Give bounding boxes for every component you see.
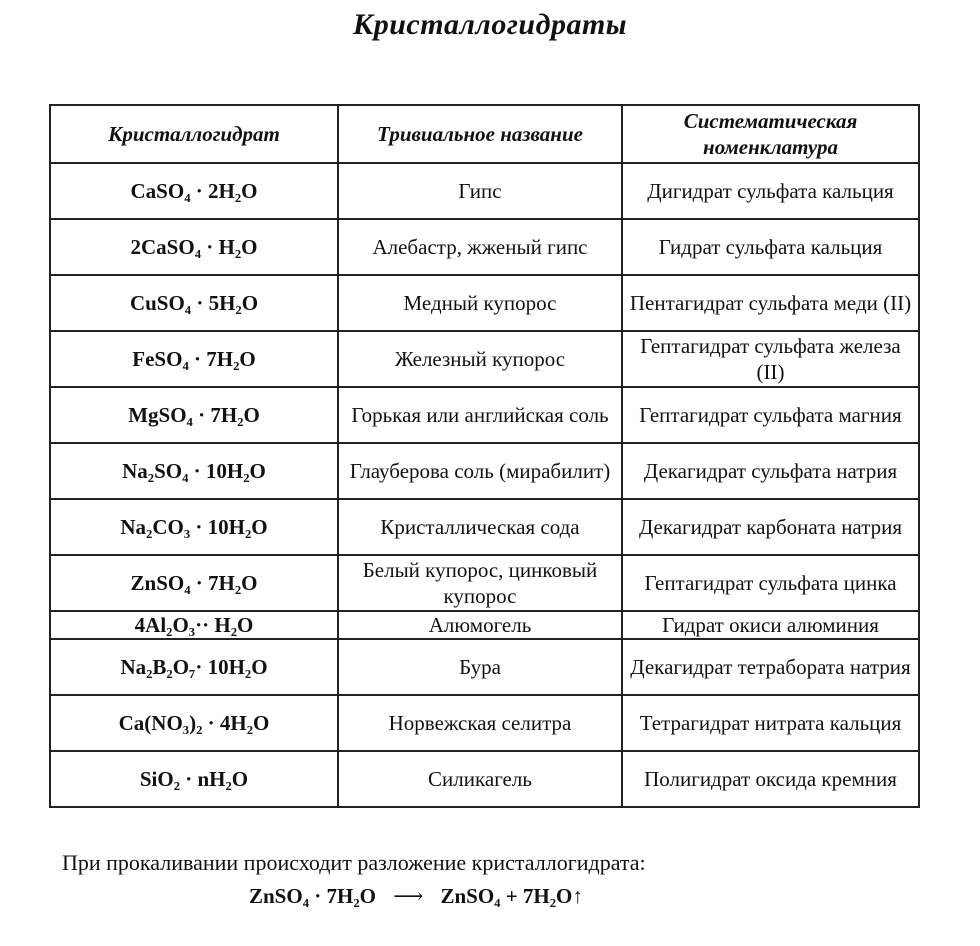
formula-cell: Na₂SO₄ · 10H₂O bbox=[50, 443, 338, 499]
table-row bbox=[50, 387, 919, 443]
header-trivial-name: Тривиальное название bbox=[338, 105, 622, 163]
page-title: Кристаллогидраты bbox=[352, 8, 628, 41]
trivial-name-cell: Алюмогель bbox=[338, 611, 622, 639]
trivial-name-cell: Кристаллическая сода bbox=[338, 499, 622, 555]
table-row bbox=[50, 751, 919, 807]
formula-cell: CuSO₄ · 5H₂O bbox=[50, 275, 338, 331]
formula-cell: Na₂B₂O₇· 10H₂O bbox=[50, 639, 338, 695]
table-row bbox=[50, 639, 919, 695]
systematic-name-cell: Гидрат сульфата кальция bbox=[622, 219, 919, 275]
formula-cell: SiO₂ · nH₂O bbox=[50, 751, 338, 807]
table-row bbox=[50, 443, 919, 499]
decomposition-equation bbox=[249, 884, 583, 909]
header-systematic-name: Систематическая номенклатура bbox=[622, 105, 919, 163]
formula-cell: CaSO₄ · 2H₂O bbox=[50, 163, 338, 219]
systematic-name-cell: Дигидрат сульфата кальция bbox=[622, 163, 919, 219]
trivial-name-cell: Глауберова соль (мирабилит) bbox=[338, 443, 622, 499]
trivial-name-cell: Железный купорос bbox=[338, 331, 622, 387]
equation-reactant: ZnSO₄ · 7H₂O bbox=[249, 884, 376, 908]
trivial-name-cell: Бура bbox=[338, 639, 622, 695]
trivial-name-cell: Белый купорос, цинковый купорос bbox=[338, 555, 622, 611]
systematic-name-cell: Гидрат окиси алюминия bbox=[622, 611, 919, 639]
trivial-name-cell: Норвежская селитра bbox=[338, 695, 622, 751]
formula-cell: 2CaSO₄ · H₂O bbox=[50, 219, 338, 275]
table-row bbox=[50, 275, 919, 331]
table-row bbox=[50, 695, 919, 751]
table-row bbox=[50, 499, 919, 555]
systematic-name-cell: Гептагидрат сульфата железа (II) bbox=[622, 331, 919, 387]
formula-cell: Ca(NO₃)₂ · 4H₂O bbox=[50, 695, 338, 751]
table-header-row bbox=[50, 105, 919, 163]
formula-cell: 4Al₂O₃·· H₂O bbox=[50, 611, 338, 639]
systematic-name-cell: Тетрагидрат нитрата кальция bbox=[622, 695, 919, 751]
formula-cell: Na₂CO₃ · 10H₂O bbox=[50, 499, 338, 555]
formula-cell: ZnSO₄ · 7H₂O bbox=[50, 555, 338, 611]
systematic-name-cell: Гептагидрат сульфата магния bbox=[622, 387, 919, 443]
equation-products: ZnSO₄ + 7H₂O↑ bbox=[440, 884, 583, 908]
systematic-name-cell: Пентагидрат сульфата меди (II) bbox=[622, 275, 919, 331]
header-formula: Кристаллогидрат bbox=[50, 105, 338, 163]
reaction-arrow-icon: ⟶ bbox=[393, 884, 424, 908]
table-row bbox=[50, 555, 919, 611]
systematic-name-cell: Декагидрат карбоната натрия bbox=[622, 499, 919, 555]
crystal-hydrates-table bbox=[49, 104, 920, 808]
table-row bbox=[50, 219, 919, 275]
table-row bbox=[50, 611, 919, 639]
trivial-name-cell: Алебастр, жженый гипс bbox=[338, 219, 622, 275]
table-row bbox=[50, 163, 919, 219]
trivial-name-cell: Горькая или английская соль bbox=[338, 387, 622, 443]
systematic-name-cell: Декагидрат сульфата натрия bbox=[622, 443, 919, 499]
trivial-name-cell: Силикагель bbox=[338, 751, 622, 807]
trivial-name-cell: Медный купорос bbox=[338, 275, 622, 331]
trivial-name-cell: Гипс bbox=[338, 163, 622, 219]
systematic-name-cell: Декагидрат тетрабората натрия bbox=[622, 639, 919, 695]
systematic-name-cell: Полигидрат оксида кремния bbox=[622, 751, 919, 807]
table-row bbox=[50, 331, 919, 387]
systematic-name-cell: Гептагидрат сульфата цинка bbox=[622, 555, 919, 611]
decomposition-note: При прокаливании происходит разложение кристаллогидрата: bbox=[62, 850, 646, 875]
formula-cell: MgSO₄ · 7H₂O bbox=[50, 387, 338, 443]
formula-cell: FeSO₄ · 7H₂O bbox=[50, 331, 338, 387]
